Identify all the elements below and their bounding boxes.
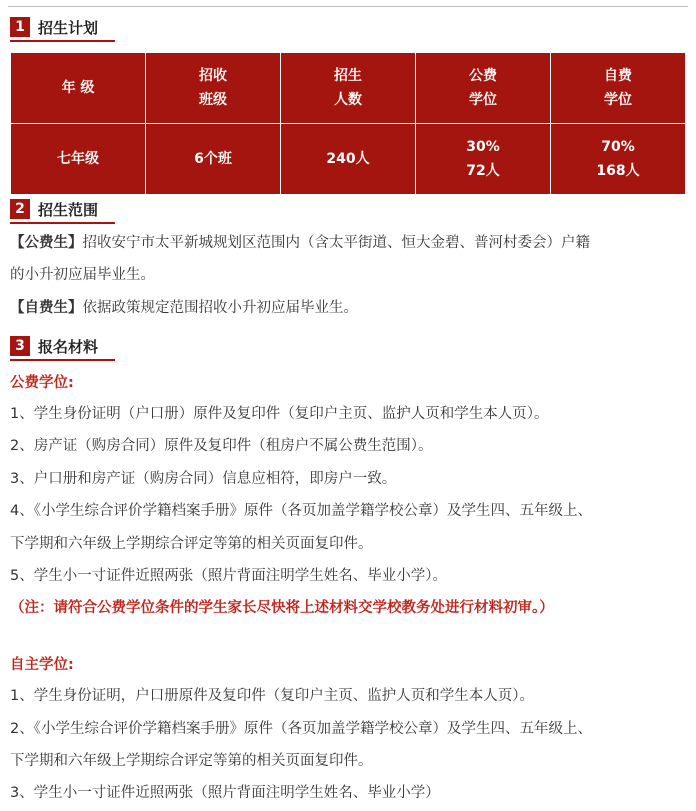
list-item: 下学期和六年级上学期综合评定等第的相关页面复印件。 bbox=[10, 536, 373, 552]
top-divider bbox=[8, 6, 688, 7]
header-cell-public: 公费 学位 bbox=[416, 53, 551, 124]
section-heading-scope bbox=[10, 198, 98, 220]
private-seat-heading: 自主学位: bbox=[10, 657, 74, 673]
list-item: 1、学生身份证明（户口册）原件及复印件（复印户主页、监护人页和学生本人页）。 bbox=[10, 406, 549, 422]
list-item: 5、学生小一寸证件近照两张（照片背面注明学生姓名、毕业小学）。 bbox=[10, 568, 447, 584]
list-item: 2、房产证（购房合同）原件及复印件（租房户不属公费生范围）。 bbox=[10, 438, 433, 454]
private-label: 【自费生】 bbox=[10, 300, 83, 316]
public-label: 【公费生】 bbox=[10, 235, 83, 251]
cell-public: 30% 72人 bbox=[416, 124, 551, 195]
section-title: 报名材料 bbox=[38, 337, 99, 356]
cell-private: 70% 168人 bbox=[551, 124, 686, 195]
section-title: 招生范围 bbox=[38, 200, 99, 219]
cell-students: 240人 bbox=[281, 124, 416, 195]
header-cell-students: 招生 人数 bbox=[281, 53, 416, 124]
cell-classes: 6个班 bbox=[146, 124, 281, 195]
private-text: 依据政策规定范围招收小升初应届毕业生。 bbox=[82, 300, 358, 316]
section-heading-plan bbox=[10, 16, 98, 38]
list-item: 下学期和六年级上学期综合评定等第的相关页面复印件。 bbox=[10, 753, 373, 769]
section-title: 招生计划 bbox=[38, 18, 99, 37]
scope-public-line1 bbox=[10, 233, 686, 253]
header-cell-private: 自费 学位 bbox=[551, 53, 686, 124]
enrollment-plan-table bbox=[10, 52, 686, 195]
public-seat-heading: 公费学位: bbox=[10, 375, 74, 391]
section-heading-materials bbox=[10, 335, 98, 357]
note-text: （注：请符合公费学位条件的学生家长尽快将上述材料交学校教务处进行材料初审。） bbox=[10, 600, 554, 616]
heading-underline bbox=[10, 359, 115, 361]
cell-grade: 七年级 bbox=[11, 124, 146, 195]
heading-underline bbox=[10, 40, 115, 42]
table-row bbox=[11, 124, 686, 195]
section-number: 3 bbox=[10, 336, 30, 356]
header-cell-grade: 年 级 bbox=[11, 53, 146, 124]
scope-public-line2: 的小升初应届毕业生。 bbox=[10, 267, 155, 283]
header-cell-classes: 招收 班级 bbox=[146, 53, 281, 124]
list-item: 2、《小学生综合评价学籍档案手册》原件（各页加盖学籍学校公章）及学生四、五年级上、 bbox=[10, 721, 592, 737]
scope-private-line bbox=[10, 298, 686, 318]
list-item: 1、学生身份证明，户口册原件及复印件（复印户主页、监护人页和学生本人页）。 bbox=[10, 688, 534, 704]
section-number: 2 bbox=[10, 199, 30, 219]
heading-underline bbox=[10, 222, 115, 224]
section-number: 1 bbox=[10, 17, 30, 37]
list-item: 3、学生小一寸证件近照两张（照片背面注明学生姓名、毕业小学） bbox=[10, 785, 440, 801]
list-item: 3、户口册和房产证（购房合同）信息应相符，即房户一致。 bbox=[10, 471, 397, 487]
list-item: 4、《小学生综合评价学籍档案手册》原件（各页加盖学籍学校公章）及学生四、五年级上、 bbox=[10, 503, 592, 519]
public-text: 招收安宁市太平新城规划区范围内（含太平街道、恒大金碧、普河村委会）户籍 bbox=[82, 235, 590, 251]
table-header-row bbox=[11, 53, 686, 124]
